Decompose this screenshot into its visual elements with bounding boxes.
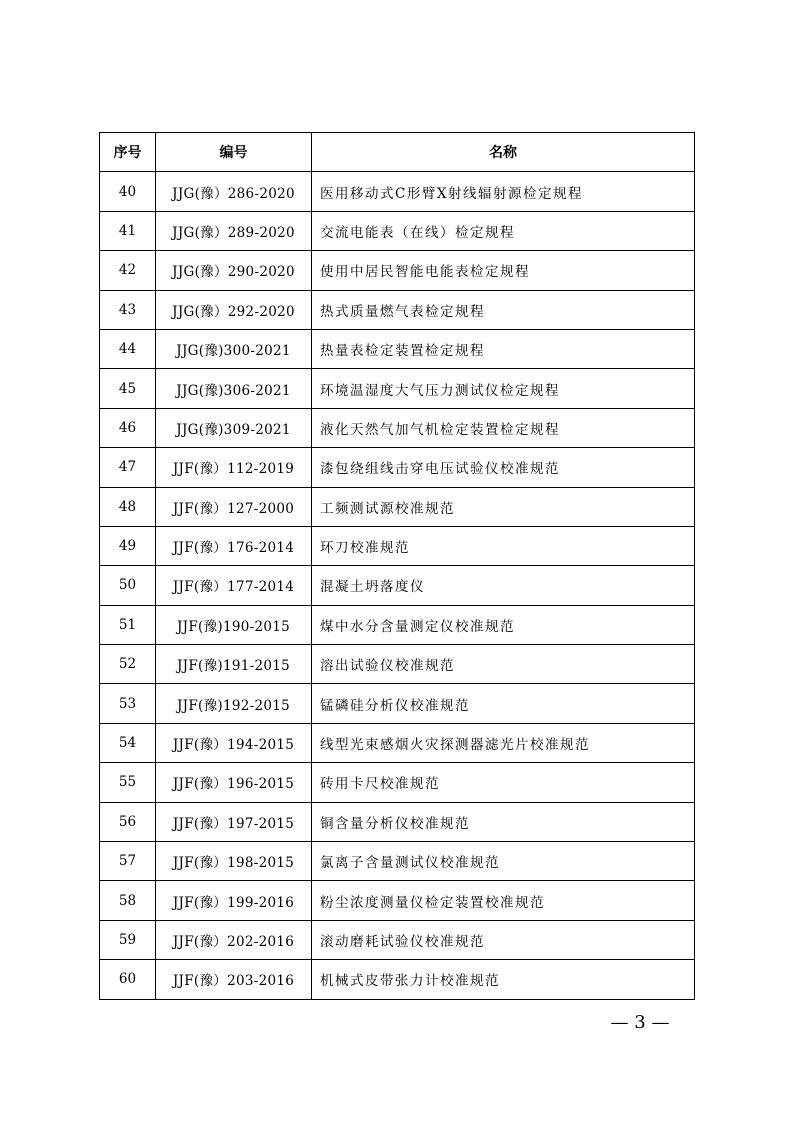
table-row xyxy=(100,369,695,408)
serial-number-cell: 40 xyxy=(100,172,156,211)
table-row xyxy=(100,723,695,762)
code-cell: JJF(豫）203-2016 xyxy=(156,960,312,999)
name-cell: 环境温湿度大气压力测试仪检定规程 xyxy=(312,369,695,408)
code-cell: JJF(豫）198-2015 xyxy=(156,842,312,881)
code-cell: JJG(豫)300-2021 xyxy=(156,329,312,368)
name-cell: 砖用卡尺校准规范 xyxy=(312,763,695,802)
header-serial-number: 序号 xyxy=(100,133,156,172)
code-cell: JJF(豫)190-2015 xyxy=(156,605,312,644)
code-cell: JJF(豫）196-2015 xyxy=(156,763,312,802)
table-row xyxy=(100,251,695,290)
name-cell: 交流电能表（在线）检定规程 xyxy=(312,211,695,250)
table-row xyxy=(100,605,695,644)
name-cell: 使用中居民智能电能表检定规程 xyxy=(312,251,695,290)
table-body xyxy=(100,172,695,999)
serial-number-cell: 57 xyxy=(100,842,156,881)
table-row xyxy=(100,487,695,526)
table-row xyxy=(100,211,695,250)
serial-number-cell: 45 xyxy=(100,369,156,408)
name-cell: 混凝土坍落度仪 xyxy=(312,566,695,605)
serial-number-cell: 59 xyxy=(100,920,156,959)
serial-number-cell: 53 xyxy=(100,684,156,723)
table-row xyxy=(100,329,695,368)
code-cell: JJF(豫）112-2019 xyxy=(156,448,312,487)
table-row xyxy=(100,526,695,565)
serial-number-cell: 52 xyxy=(100,645,156,684)
code-cell: JJF(豫)192-2015 xyxy=(156,684,312,723)
name-cell: 热量表检定装置检定规程 xyxy=(312,329,695,368)
code-cell: JJF(豫）127-2000 xyxy=(156,487,312,526)
name-cell: 工频测试源校准规范 xyxy=(312,487,695,526)
code-cell: JJG(豫）289-2020 xyxy=(156,211,312,250)
table-row xyxy=(100,763,695,802)
name-cell: 热式质量燃气表检定规程 xyxy=(312,290,695,329)
table-row xyxy=(100,881,695,920)
code-cell: JJF(豫)191-2015 xyxy=(156,645,312,684)
name-cell: 液化天然气加气机检定装置检定规程 xyxy=(312,408,695,447)
name-cell: 锰磷硅分析仪校准规范 xyxy=(312,684,695,723)
serial-number-cell: 55 xyxy=(100,763,156,802)
table-row xyxy=(100,684,695,723)
standards-table xyxy=(99,132,695,1000)
table-header xyxy=(100,133,695,172)
serial-number-cell: 58 xyxy=(100,881,156,920)
name-cell: 煤中水分含量测定仪校准规范 xyxy=(312,605,695,644)
serial-number-cell: 41 xyxy=(100,211,156,250)
serial-number-cell: 49 xyxy=(100,526,156,565)
serial-number-cell: 47 xyxy=(100,448,156,487)
table-row xyxy=(100,172,695,211)
name-cell: 铜含量分析仪校准规范 xyxy=(312,802,695,841)
header-code: 编号 xyxy=(156,133,312,172)
code-cell: JJF(豫）176-2014 xyxy=(156,526,312,565)
table-row xyxy=(100,920,695,959)
code-cell: JJG(豫)306-2021 xyxy=(156,369,312,408)
serial-number-cell: 56 xyxy=(100,802,156,841)
serial-number-cell: 54 xyxy=(100,723,156,762)
code-cell: JJF(豫）177-2014 xyxy=(156,566,312,605)
table-row xyxy=(100,448,695,487)
name-cell: 线型光束感烟火灾探测器滤光片校准规范 xyxy=(312,723,695,762)
code-cell: JJG(豫）292-2020 xyxy=(156,290,312,329)
code-cell: JJG(豫）286-2020 xyxy=(156,172,312,211)
table-row xyxy=(100,408,695,447)
header-name: 名称 xyxy=(312,133,695,172)
table-row xyxy=(100,566,695,605)
serial-number-cell: 42 xyxy=(100,251,156,290)
name-cell: 漆包绕组线击穿电压试验仪校准规范 xyxy=(312,448,695,487)
header-row xyxy=(100,133,695,172)
name-cell: 滚动磨耗试验仪校准规范 xyxy=(312,920,695,959)
page-number: — 3 — xyxy=(610,1012,670,1033)
table-row xyxy=(100,290,695,329)
code-cell: JJF(豫）194-2015 xyxy=(156,723,312,762)
table-row xyxy=(100,960,695,999)
code-cell: JJG(豫）290-2020 xyxy=(156,251,312,290)
name-cell: 医用移动式C形臂X射线辐射源检定规程 xyxy=(312,172,695,211)
code-cell: JJF(豫）199-2016 xyxy=(156,881,312,920)
name-cell: 环刀校准规范 xyxy=(312,526,695,565)
name-cell: 粉尘浓度测量仪检定装置校准规范 xyxy=(312,881,695,920)
table-row xyxy=(100,645,695,684)
table-row xyxy=(100,842,695,881)
code-cell: JJF(豫）202-2016 xyxy=(156,920,312,959)
serial-number-cell: 43 xyxy=(100,290,156,329)
code-cell: JJG(豫)309-2021 xyxy=(156,408,312,447)
code-cell: JJF(豫）197-2015 xyxy=(156,802,312,841)
serial-number-cell: 51 xyxy=(100,605,156,644)
serial-number-cell: 50 xyxy=(100,566,156,605)
name-cell: 氯离子含量测试仪校准规范 xyxy=(312,842,695,881)
serial-number-cell: 46 xyxy=(100,408,156,447)
serial-number-cell: 44 xyxy=(100,329,156,368)
name-cell: 机械式皮带张力计校准规范 xyxy=(312,960,695,999)
serial-number-cell: 48 xyxy=(100,487,156,526)
name-cell: 溶出试验仪校准规范 xyxy=(312,645,695,684)
serial-number-cell: 60 xyxy=(100,960,156,999)
table-row xyxy=(100,802,695,841)
